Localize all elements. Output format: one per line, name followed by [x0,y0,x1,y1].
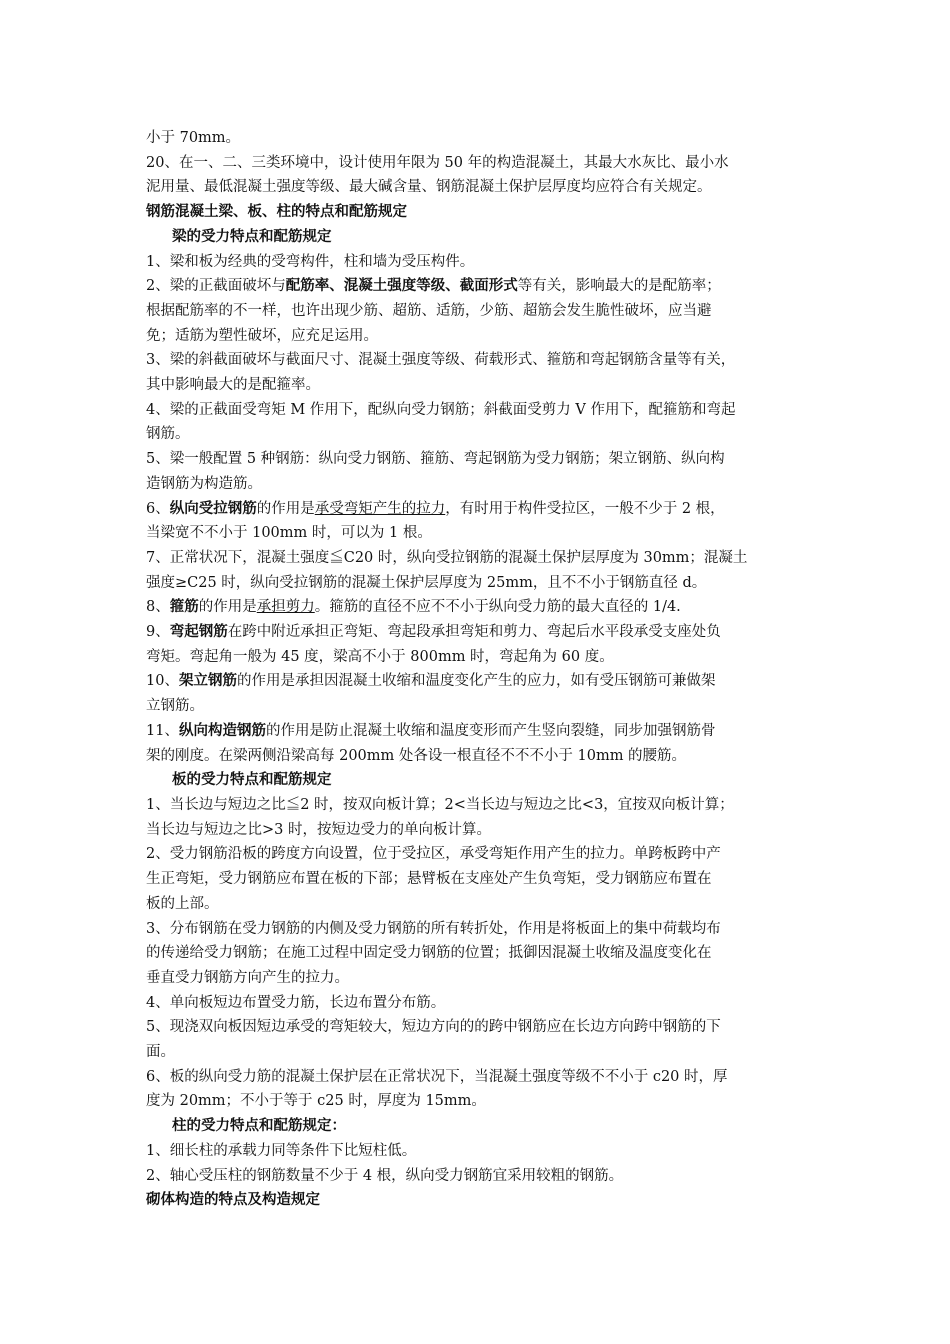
subsection-heading-slab: 板的受力特点和配筋规定 [172,771,332,789]
text-run: 6、 [146,500,170,517]
text-line: 立钢筋。 [146,698,204,715]
text-line: 3、梁的斜截面破坏与截面尺寸、混凝土强度等级、荷载形式、箍筋和弯起钢筋含量等有关， [146,352,736,369]
text-run: 9、 [146,624,170,641]
text-run: 的作用是承担因混凝土收缩和温度变化产生的应力，如有受压钢筋可兼做架 [236,673,716,690]
text-line: 2、受力钢筋沿板的跨度方向设置，位于受拉区，承受弯矩作用产生的拉力。单跨板跨中产 [146,846,721,863]
section-heading: 钢筋混凝土梁、板、柱的特点和配筋规定 [146,203,407,221]
text-line: 5、现浇双向板因短边承受的弯矩较大，短边方向的的跨中钢筋应在长边方向跨中钢筋的下 [146,1019,721,1036]
text-line: 钢筋。 [146,426,190,443]
text-line: 4、梁的正截面受弯矩 M 作用下，配纵向受力钢筋；斜截面受剪力 V 作用下，配箍筋和弯起 [146,401,736,418]
text-line [146,719,814,744]
text-line [146,620,814,645]
text-line: 强度≥C25 时，纵向受拉钢筋的混凝土保护层厚度为 25mm，且不不小于钢筋直径 d。 [146,574,707,591]
text-line: 小于 70mm。 [146,130,241,146]
text-line: 度为 20mm；不小于等于 c25 时，厚度为 15mm。 [146,1093,486,1110]
bold-term: 纵向构造钢筋 [178,721,266,739]
text-run: 在跨中附近承担正弯矩、弯起段承担弯矩和剪力、弯起后水平段承受支座处负 [227,624,721,641]
text-line: 板的上部。 [146,895,219,912]
bold-term: 弯起钢筋 [169,623,228,641]
text-line: 当长边与短边之比>3 时，按短边受力的单向板计算。 [146,821,491,838]
text-run: 11、 [146,722,179,739]
text-line: 垂直受力钢筋方向产生的拉力。 [146,969,349,986]
text-line: 生正弯矩，受力钢筋应布置在板的下部；悬臂板在支座处产生负弯矩，受力钢筋应布置在 [146,871,712,888]
text-line: 造钢筋为构造筋。 [146,475,262,492]
text-line: 面。 [146,1044,175,1061]
text-line: 其中影响最大的是配箍率。 [146,377,320,394]
text-line: 当梁宽不不小于 100mm 时，可以为 1 根。 [146,525,432,542]
text-line [146,669,814,694]
text-line: 根据配筋率的不一样，也许出现少筋、超筋、适筋，少筋、超筋会发生脆性破坏，应当避 [146,302,712,319]
text-line: 1、当长边与短边之比≦2 时，按双向板计算；2<当长边与短边之比<3，宜按双向板计算； [146,796,734,813]
underlined-term: 承受弯矩产生的拉力 [314,500,446,517]
document-body [146,126,814,1213]
text-run: 的作用是防止混凝土收缩和温度变形而产生竖向裂缝，同步加强钢筋骨 [265,722,716,739]
bold-term: 配筋率、混凝土强度等级、截面形式 [285,277,518,295]
text-run: 10、 [146,673,179,690]
subsection-heading-beam: 梁的受力特点和配筋规定 [172,227,332,245]
text-line: 弯矩。弯起角一般为 45 度，梁高不小于 800mm 时，弯起角为 60 度。 [146,648,614,665]
text-line: 1、梁和板为经典的受弯构件，柱和墙为受压构件。 [146,253,475,270]
text-line: 泥用量、最低混凝土强度等级、最大碱含量、钢筋混凝土保护层厚度均应符合有关规定。 [146,179,712,196]
bold-term: 纵向受拉钢筋 [169,499,257,517]
text-run: 。箍筋的直径不应不不小于纵向受力筋的最大直径的 1/4. [314,599,681,616]
text-line: 20、在一、二、三类环境中，设计使用年限为 50 年的构造混凝土，其最大水灰比、最小水 [146,154,729,171]
underlined-term: 承担剪力 [256,599,315,616]
text-line: 2、轴心受压柱的钢筋数量不少于 4 根，纵向受力钢筋宜采用较粗的钢筋。 [146,1167,624,1184]
bold-term: 架立钢筋 [178,672,237,690]
bold-term: 箍筋 [169,598,199,616]
text-line [146,595,814,620]
section-heading: 砌体构造的特点及构造规定 [146,1191,320,1209]
text-line [146,274,814,299]
subsection-heading-column: 柱的受力特点和配筋规定： [172,1117,346,1135]
text-line: 6、板的纵向受力筋的混凝土保护层在正常状况下，当混凝土强度等级不不小于 c20 时，厚 [146,1068,728,1085]
text-line: 免；适筋为塑性破坏，应充足运用。 [146,327,378,344]
text-run: 2、梁的正截面破坏与 [146,278,286,295]
text-line [146,497,814,522]
text-run: 8、 [146,599,170,616]
text-run: 的作用是 [198,599,257,616]
text-line: 架的刚度。在梁两侧沿梁高每 200mm 处各设一根直径不不不小于 10mm 的腰筋。 [146,747,687,764]
text-line: 4、单向板短边布置受力筋，长边布置分布筋。 [146,994,446,1011]
text-line: 3、分布钢筋在受力钢筋的内侧及受力钢筋的所有转折处，作用是将板面上的集中荷载均布 [146,920,721,937]
text-run: ，有时用于构件受拉区，一般不少于 2 根， [445,500,725,517]
text-run: 等有关，影响最大的是配筋率； [517,278,721,295]
text-line: 的传递给受力钢筋；在施工过程中固定受力钢筋的位置；抵御因混凝土收缩及温度变化在 [146,945,712,962]
text-line: 1、细长柱的承载力同等条件下比短柱低。 [146,1142,417,1159]
text-line: 5、梁一般配置 5 种钢筋：纵向受力钢筋、箍筋、弯起钢筋为受力钢筋；架立钢筋、纵向构 [146,451,725,468]
text-line: 7、正常状况下，混凝土强度≦C20 时，纵向受拉钢筋的混凝土保护层厚度为 30mm；混凝土 [146,549,748,566]
text-run: 的作用是 [256,500,315,517]
